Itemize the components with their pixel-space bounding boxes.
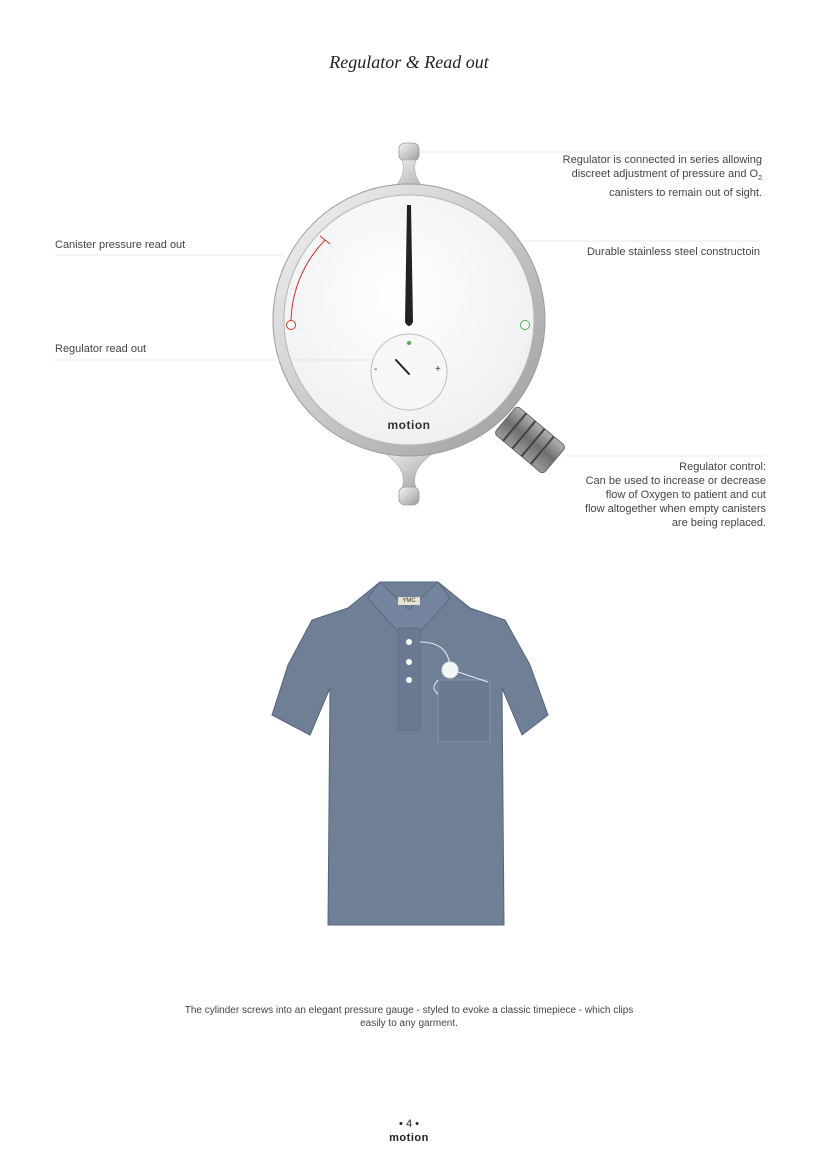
bottom-crown (380, 450, 438, 505)
canister-full-indicator (521, 321, 530, 330)
page-title: Regulator & Read out (329, 52, 489, 72)
canister-empty-indicator (287, 321, 296, 330)
annotation-stainless-steel: Durable stainless steel constructoin (586, 246, 760, 258)
pressure-gauge-illustration (0, 0, 818, 540)
subdial-minus: - (374, 364, 378, 375)
shirt-illustration (0, 570, 818, 950)
gauge-brand: motion (387, 418, 431, 432)
shirt-label: YMC (398, 597, 420, 605)
annotation-regulator-series: Regulator is connected in series allowing discreet adjustment of pressure and $O_2$ canisters to remain out of sight. (562, 154, 762, 200)
annotation-regulator-control: Regulator control: Can be used to increase or decrease flow of Oxygen to patient and cut flow altogether when empty canisters are being replaced. (585, 461, 766, 529)
subdial-plus: + (435, 364, 441, 375)
annotation-regulator-readout: Regulator read out (55, 343, 147, 355)
annotation-canister-readout: Canister pressure read out (55, 239, 186, 251)
caption: The cylinder screws into an elegant pressure gauge - styled to evoke a classic timepiece - which clips easily to any garment. (184, 1005, 634, 1029)
page-number: • 4 • (399, 1118, 419, 1130)
footer-brand: motion (389, 1132, 429, 1144)
